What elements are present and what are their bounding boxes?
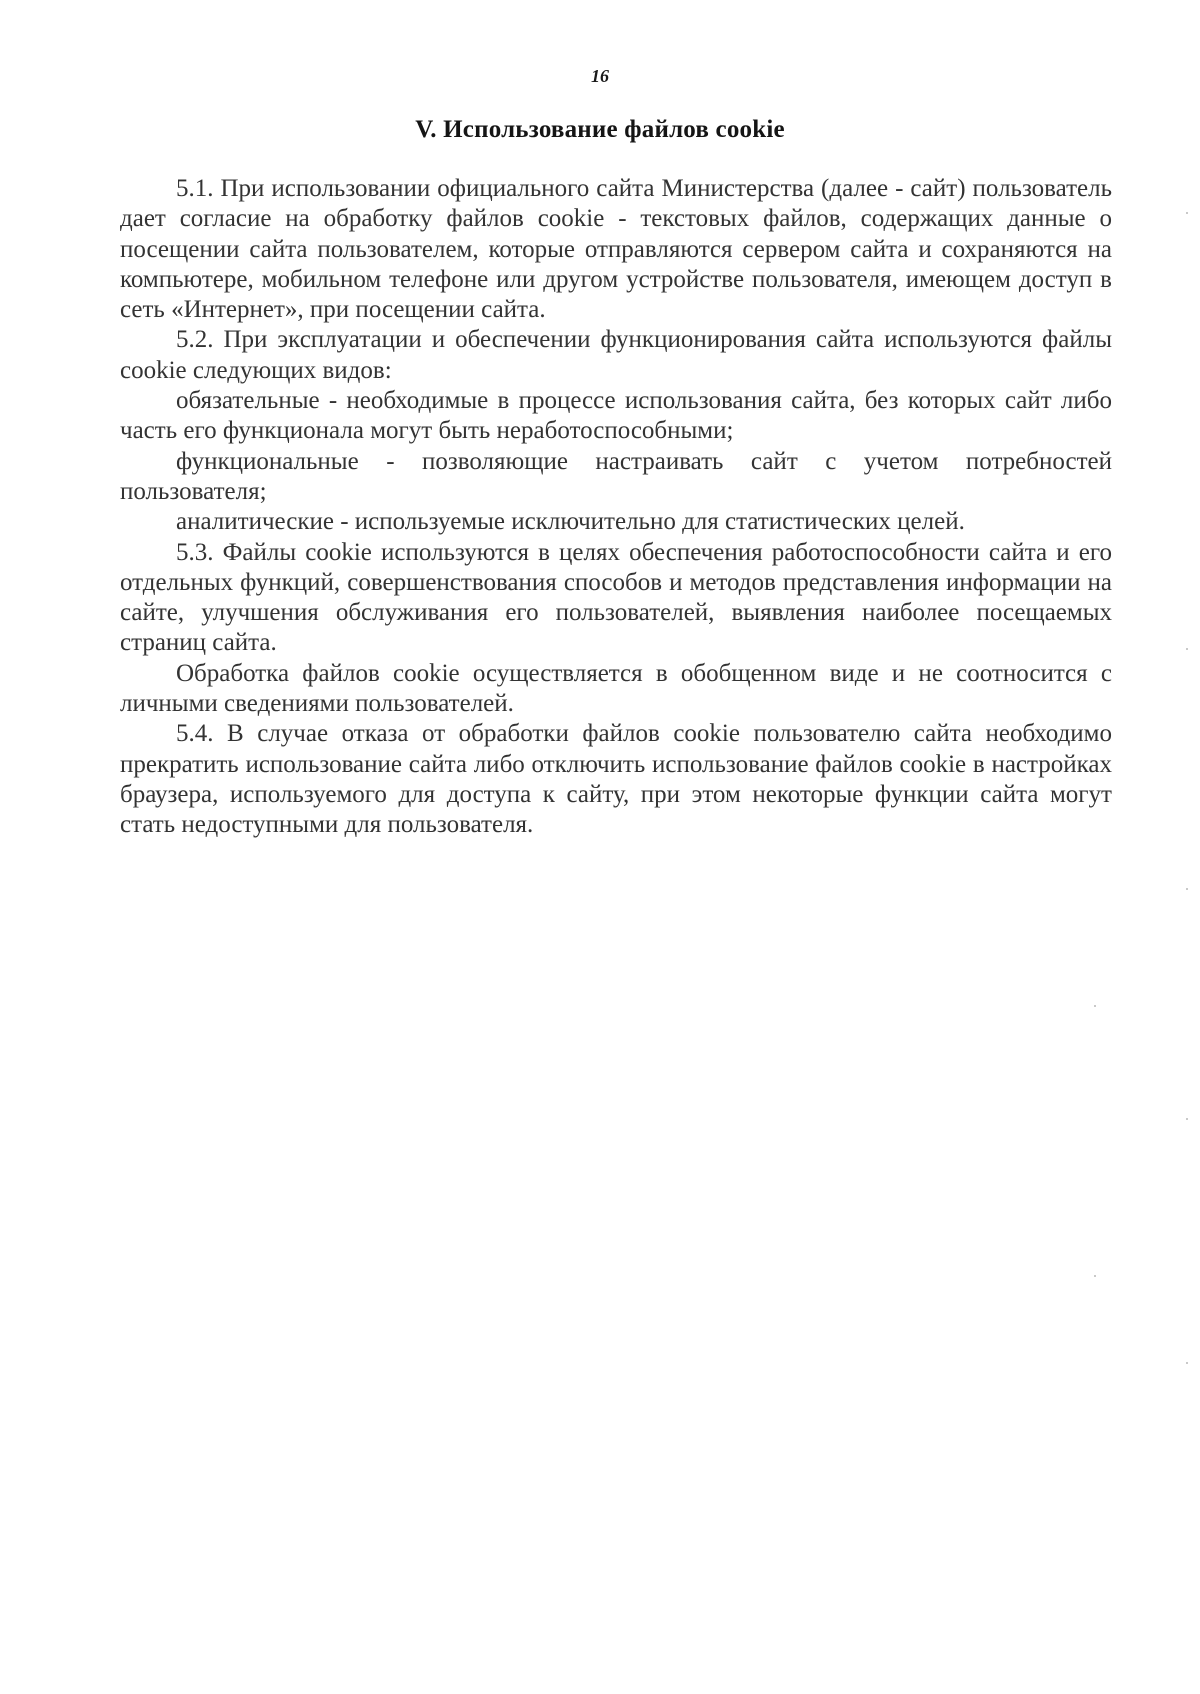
page-number: 16 bbox=[591, 66, 609, 86]
paragraph-5-4: 5.4. В случае отказа от обработки файлов cookie пользователю сайта необходимо прекратить использование сайта либо отключить использование файлов cookie в настройках браузера, используемого для доступа к сайту, при этом некоторые функции сайта могут стать недоступными для пользователя. bbox=[120, 720, 1112, 839]
section-title: V. Использование файлов cookie bbox=[415, 116, 785, 143]
list-item-analytical: аналитические - используемые исключительно для статистических целей. bbox=[176, 508, 965, 536]
scan-artifact bbox=[1186, 888, 1188, 890]
scan-artifact bbox=[1186, 648, 1188, 650]
document-body bbox=[120, 174, 1112, 841]
scan-artifact bbox=[1186, 1118, 1188, 1120]
scan-artifact bbox=[1094, 1275, 1096, 1277]
paragraph-5-3: 5.3. Файлы cookie используются в целях обеспечения работоспособности сайта и его отдельных функций, совершенствования способов и методов представления информации на сайте, улучшения обслуживания его пользователей, выявления наиболее посещаемых страниц сайта. bbox=[120, 538, 1112, 657]
scan-artifact bbox=[1186, 212, 1188, 214]
scan-artifact bbox=[1094, 1005, 1096, 1007]
paragraph-processing: Обработка файлов cookie осуществляется в обобщенном виде и не соотносится с личными сведениями пользователей. bbox=[120, 659, 1112, 718]
paragraph-5-2: 5.2. При эксплуатации и обеспечении функционирования сайта используются файлы cookie следующих видов: bbox=[120, 326, 1112, 384]
paragraph-5-1: 5.1. При использовании официального сайта Министерства (далее - сайт) пользователь дает согласие на обработку файлов cookie - текстовых файлов, содержащих данные о посещении сайта пользователем, которые отправляются сервером сайта и сохраняются на компьютере, мобильном телефоне или другом устройстве пользователя, имеющем доступ в сеть «Интернет», при посещении сайта. bbox=[120, 175, 1112, 324]
scan-artifact bbox=[1186, 1362, 1188, 1364]
list-item-mandatory: обязательные - необходимые в процессе использования сайта, без которых сайт либо часть его функционала могут быть неработоспособными; bbox=[120, 387, 1112, 445]
list-item-functional: функциональные - позволяющие настраивать сайт с учетом потребностей пользователя; bbox=[120, 447, 1112, 505]
